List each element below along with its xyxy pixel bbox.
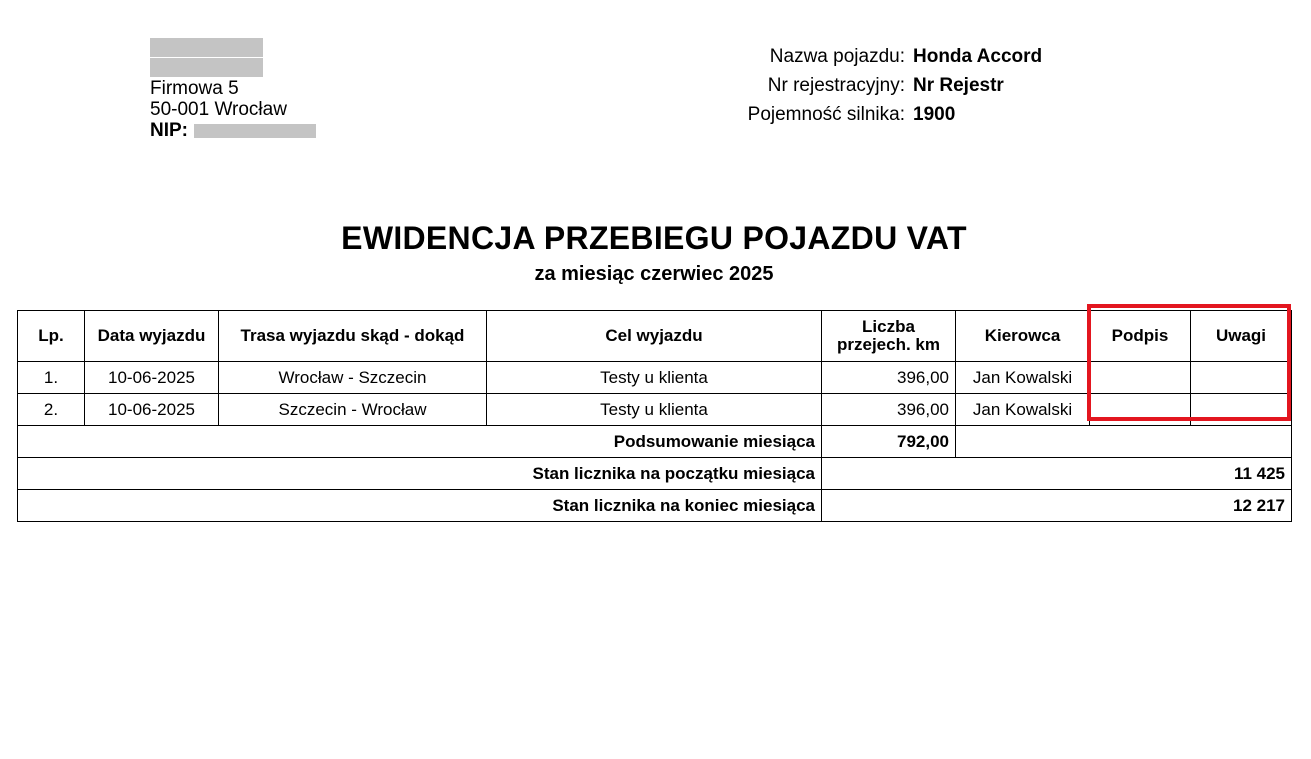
table-header-row	[18, 311, 1292, 362]
header-km-line1: Liczba	[862, 317, 915, 336]
cell-lp: 1.	[18, 362, 85, 394]
cell-driver: Jan Kowalski	[956, 394, 1090, 426]
cell-signature	[1090, 394, 1191, 426]
vehicle-name-label: Nazwa pojazdu:	[769, 45, 905, 67]
cell-date: 10-06-2025	[85, 394, 219, 426]
cell-route: Szczecin - Wrocław	[219, 394, 487, 426]
mileage-table	[17, 310, 1292, 522]
company-nip	[150, 120, 316, 141]
odometer-start-row	[18, 458, 1292, 490]
header-driver: Kierowca	[956, 311, 1090, 362]
header-lp: Lp.	[18, 311, 85, 362]
vehicle-info-block	[700, 42, 1042, 129]
cell-purpose: Testy u klienta	[487, 362, 822, 394]
vehicle-name-row	[700, 42, 1042, 71]
cell-lp: 2.	[18, 394, 85, 426]
vehicle-engine-row	[700, 100, 1042, 129]
company-address-block	[150, 38, 316, 141]
redacted-company-name-line2	[150, 58, 263, 77]
table-row	[18, 362, 1292, 394]
summary-value: 792,00	[822, 426, 956, 458]
vehicle-reg-label: Nr rejestracyjny:	[767, 74, 905, 96]
header-km-line2: przejech. km	[837, 335, 940, 354]
company-city: 50-001 Wrocław	[150, 99, 287, 120]
redacted-company-name	[150, 38, 263, 57]
cell-km: 396,00	[822, 362, 956, 394]
header-date: Data wyjazdu	[85, 311, 219, 362]
vehicle-engine-value: 1900	[913, 103, 956, 125]
table-row	[18, 394, 1292, 426]
header-route: Trasa wyjazdu skąd - dokąd	[219, 311, 487, 362]
cell-signature	[1090, 362, 1191, 394]
nip-label: NIP:	[150, 120, 188, 141]
vehicle-engine-label: Pojemność silnika:	[747, 103, 905, 125]
cell-km: 396,00	[822, 394, 956, 426]
odometer-start-value: 11 425	[822, 458, 1292, 490]
vehicle-reg-value: Nr Rejestr	[913, 74, 1004, 96]
cell-driver: Jan Kowalski	[956, 362, 1090, 394]
odometer-end-label: Stan licznika na koniec miesiąca	[18, 490, 822, 522]
header-notes: Uwagi	[1191, 311, 1292, 362]
document-subtitle: za miesiąc czerwiec 2025	[534, 263, 774, 285]
header-km	[822, 311, 956, 362]
company-street: Firmowa 5	[150, 78, 239, 99]
summary-label: Podsumowanie miesiąca	[18, 426, 822, 458]
document-title: EWIDENCJA PRZEBIEGU POJAZDU VAT	[341, 220, 967, 256]
summary-row	[18, 426, 1292, 458]
odometer-end-value: 12 217	[822, 490, 1292, 522]
odometer-end-row	[18, 490, 1292, 522]
redacted-nip-number	[194, 124, 316, 138]
vehicle-name-value: Honda Accord	[913, 45, 1043, 67]
summary-empty	[956, 426, 1292, 458]
vehicle-reg-row	[700, 71, 1042, 100]
cell-notes	[1191, 362, 1292, 394]
cell-notes	[1191, 394, 1292, 426]
cell-date: 10-06-2025	[85, 362, 219, 394]
odometer-start-label: Stan licznika na początku miesiąca	[18, 458, 822, 490]
header-signature: Podpis	[1090, 311, 1191, 362]
cell-route: Wrocław - Szczecin	[219, 362, 487, 394]
cell-purpose: Testy u klienta	[487, 394, 822, 426]
header-purpose: Cel wyjazdu	[487, 311, 822, 362]
